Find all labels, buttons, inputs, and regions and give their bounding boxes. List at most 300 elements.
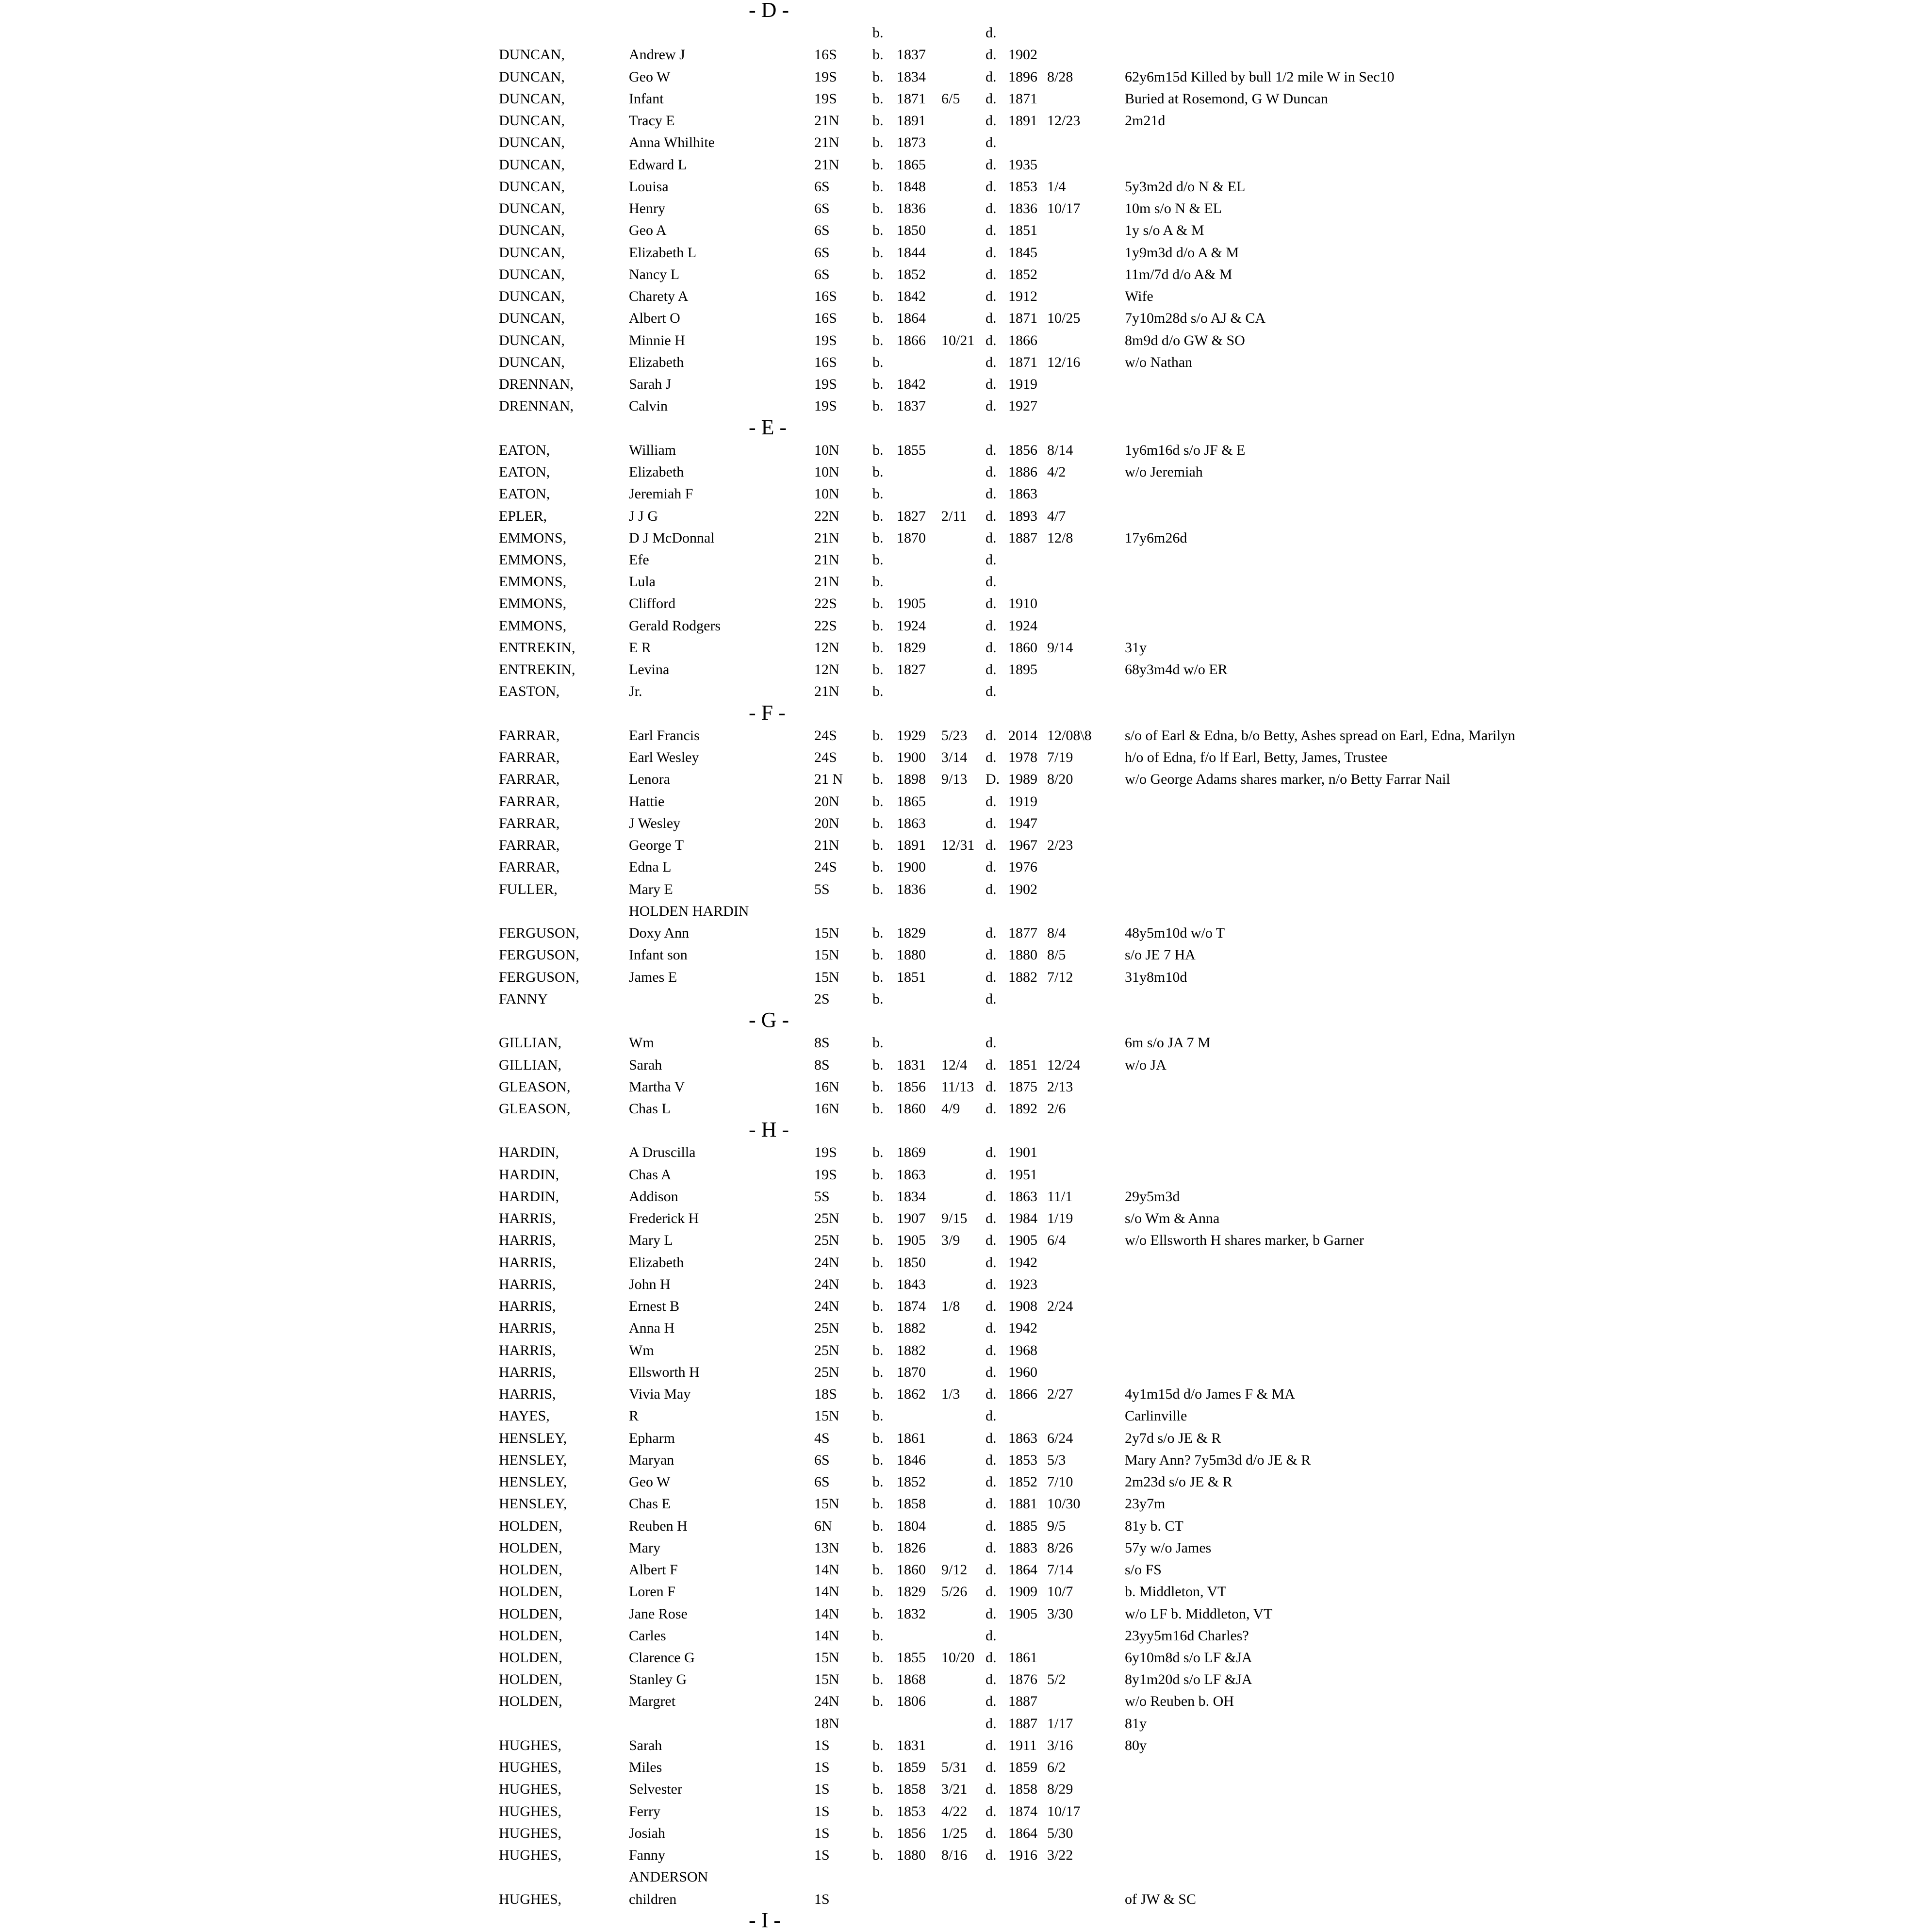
table-row: [0, 1734, 1906, 1757]
table-row: [0, 395, 1906, 417]
first-name-cell: R: [629, 1408, 639, 1424]
died-marker: d.: [986, 969, 997, 985]
died-marker: d.: [986, 1627, 997, 1644]
first-name-cell: Hattie: [629, 793, 665, 809]
table-row: [0, 483, 1906, 505]
table-row: [0, 1515, 1906, 1537]
death-year-cell: 1871: [1008, 90, 1037, 107]
birth-year-cell: 1831: [897, 1737, 926, 1753]
section-cell: 25N: [814, 1232, 839, 1249]
birth-date-cell: 1/8: [941, 1298, 960, 1315]
note-cell: h/o of Edna, f/o lf Earl, Betty, James, Trustee: [1125, 749, 1388, 766]
section-cell: 20N: [814, 793, 839, 809]
born-marker: b.: [872, 1342, 884, 1358]
born-marker: b.: [872, 1627, 884, 1644]
section-cell: 1S: [814, 1737, 830, 1753]
first-name-cell: Geo A: [629, 222, 667, 239]
note-cell: 62y6m15d Killed by bull 1/2 mile W in Sec10: [1125, 68, 1395, 85]
table-row: [0, 1625, 1906, 1647]
died-marker: d.: [986, 859, 997, 875]
section-cell: 15N: [814, 969, 839, 985]
note-cell: Mary Ann? 7y5m3d d/o JE & R: [1125, 1452, 1311, 1468]
birth-year-cell: 1860: [897, 1101, 926, 1117]
last-name-cell: HENSLEY,: [499, 1452, 567, 1468]
born-marker: b.: [872, 464, 884, 480]
note-cell: 57y w/o James: [1125, 1539, 1212, 1556]
first-name-cell: Louisa: [629, 178, 669, 195]
born-marker: b.: [872, 661, 884, 678]
first-name-cell: Chas L: [629, 1101, 671, 1117]
death-date-cell: 8/29: [1047, 1781, 1073, 1798]
death-date-cell: 6/2: [1047, 1759, 1066, 1776]
note-cell: w/o Nathan: [1125, 354, 1193, 370]
birth-year-cell: 1869: [897, 1144, 926, 1161]
table-row: [0, 219, 1906, 242]
birth-date-cell: 5/31: [941, 1759, 968, 1776]
section-cell: 14N: [814, 1627, 839, 1644]
note-cell: w/o LF b. Middleton, VT: [1125, 1605, 1273, 1622]
section-cell: 25N: [814, 1210, 839, 1227]
first-name-cell: Jeremiah F: [629, 486, 693, 502]
first-name-cell: Charety A: [629, 288, 689, 305]
last-name-cell: DUNCAN,: [499, 222, 565, 239]
table-row: [0, 1273, 1906, 1296]
section-cell: 24N: [814, 1254, 839, 1271]
first-name-cell: Ellsworth H: [629, 1364, 700, 1380]
first-name-cell: Ernest B: [629, 1298, 680, 1315]
last-name-cell: DUNCAN,: [499, 90, 565, 107]
first-name-cell: Ferry: [629, 1803, 660, 1819]
born-marker: b.: [872, 727, 884, 743]
table-row: [0, 1229, 1906, 1252]
died-marker: d.: [986, 1759, 997, 1776]
section-cell: 24N: [814, 1298, 839, 1315]
section-cell: 22N: [814, 508, 839, 524]
death-date-cell: 12/23: [1047, 113, 1081, 129]
died-marker: d.: [986, 244, 997, 261]
last-name-cell: FARRAR,: [499, 793, 560, 809]
table-row: [0, 1141, 1906, 1164]
birth-year-cell: 1900: [897, 859, 926, 875]
birth-year-cell: 1850: [897, 222, 926, 239]
first-name-cell: Chas E: [629, 1496, 671, 1512]
note-cell: Carlinville: [1125, 1408, 1187, 1424]
birth-year-cell: 1855: [897, 1650, 926, 1666]
birth-year-cell: 1907: [897, 1210, 926, 1227]
death-year-cell: 1882: [1008, 969, 1037, 985]
death-year-cell: 1905: [1008, 1232, 1037, 1249]
first-name-cell: Miles: [629, 1759, 662, 1776]
death-date-cell: 10/7: [1047, 1584, 1073, 1600]
table-row: [0, 1668, 1906, 1691]
death-year-cell: 1845: [1008, 244, 1037, 261]
born-marker: b.: [872, 925, 884, 941]
birth-year-cell: 1905: [897, 595, 926, 612]
first-name-cell: Maryan: [629, 1452, 674, 1468]
death-year-cell: 1853: [1008, 1452, 1037, 1468]
table-row: [0, 900, 1906, 923]
note-cell: 11m/7d d/o A& M: [1125, 266, 1232, 282]
first-name-cell: Fanny: [629, 1847, 665, 1864]
birth-year-cell: 1880: [897, 1847, 926, 1864]
last-name-cell: HOLDEN,: [499, 1605, 562, 1622]
birth-year-cell: 1891: [897, 113, 926, 129]
section-cell: 8S: [814, 1035, 830, 1051]
section-cell: 16N: [814, 1101, 839, 1117]
section-cell: 15N: [814, 925, 839, 941]
note-cell: 48y5m10d w/o T: [1125, 925, 1225, 941]
born-marker: b.: [872, 1101, 884, 1117]
section-cell: 16S: [814, 310, 837, 327]
born-marker: b.: [872, 486, 884, 502]
table-row: [0, 88, 1906, 110]
table-row: [0, 1405, 1906, 1427]
first-name-cell: Frederick H: [629, 1210, 699, 1227]
birth-year-cell: 1863: [897, 1166, 926, 1183]
died-marker: d.: [986, 1737, 997, 1753]
death-date-cell: 11/1: [1047, 1188, 1073, 1205]
died-marker: d.: [986, 1496, 997, 1512]
born-marker: b.: [872, 969, 884, 985]
birth-date-cell: 9/13: [941, 771, 968, 788]
birth-date-cell: 4/22: [941, 1803, 968, 1819]
died-marker: d.: [986, 529, 997, 546]
death-year-cell: 1960: [1008, 1364, 1037, 1380]
died-marker: d.: [986, 1825, 997, 1841]
death-date-cell: 12/24: [1047, 1057, 1081, 1073]
table-row: [0, 878, 1906, 901]
birth-date-cell: 12/31: [941, 837, 975, 854]
birth-year-cell: 1831: [897, 1057, 926, 1073]
born-marker: b.: [872, 947, 884, 963]
table-row: [0, 1098, 1906, 1120]
born-marker: b.: [872, 1386, 884, 1403]
last-name-cell: HUGHES,: [499, 1803, 562, 1819]
death-date-cell: 3/30: [1047, 1605, 1073, 1622]
death-date-cell: 5/30: [1047, 1825, 1073, 1841]
last-name-cell: HARRIS,: [499, 1364, 556, 1380]
section-cell: 13N: [814, 1539, 839, 1556]
first-name-cell: Wm: [629, 1342, 654, 1358]
death-date-cell: 10/30: [1047, 1496, 1081, 1512]
section-cell: 4S: [814, 1430, 830, 1446]
death-year-cell: 1864: [1008, 1562, 1037, 1578]
section-header: - G -: [749, 1008, 789, 1032]
first-name-cell: Henry: [629, 200, 665, 217]
born-marker: b.: [872, 1825, 884, 1841]
note-cell: 5y3m2d d/o N & EL: [1125, 178, 1246, 195]
table-row: [0, 461, 1906, 483]
born-marker: b.: [872, 222, 884, 239]
table-row: [0, 1844, 1906, 1866]
first-name-cell: Mary E: [629, 881, 673, 897]
first-name-cell: James E: [629, 969, 677, 985]
death-year-cell: 1871: [1008, 310, 1037, 327]
born-marker: b.: [872, 574, 884, 590]
death-date-cell: 4/2: [1047, 464, 1066, 480]
table-row: [0, 637, 1906, 659]
first-name-cell: Carles: [629, 1627, 666, 1644]
note-cell: 6m s/o JA 7 M: [1125, 1035, 1211, 1051]
born-marker: b.: [872, 1166, 884, 1183]
table-row: [0, 988, 1906, 1010]
birth-year-cell: 1880: [897, 947, 926, 963]
first-name-cell: Anna H: [629, 1320, 675, 1337]
table-row: [0, 1383, 1906, 1405]
death-year-cell: 1859: [1008, 1759, 1037, 1776]
last-name-cell: HOLDEN,: [499, 1518, 562, 1534]
born-marker: b.: [872, 1144, 884, 1161]
death-year-cell: 1902: [1008, 881, 1037, 897]
death-year-cell: 1866: [1008, 1386, 1037, 1403]
birth-year-cell: 1829: [897, 1584, 926, 1600]
first-name-cell: Levina: [629, 661, 670, 678]
died-marker: d.: [986, 1320, 997, 1337]
table-row: [0, 746, 1906, 769]
note-cell: 81y b. CT: [1125, 1518, 1183, 1534]
birth-date-cell: 8/16: [941, 1847, 968, 1864]
died-marker: d.: [986, 1562, 997, 1578]
first-name-cell: Edward L: [629, 156, 687, 173]
last-name-cell: DUNCAN,: [499, 47, 565, 63]
note-cell: s/o of Earl & Edna, b/o Betty, Ashes spread on Earl, Edna, Marilyn: [1125, 727, 1515, 743]
first-name-cell: ANDERSON: [629, 1869, 708, 1885]
first-name-cell: Infant son: [629, 947, 688, 963]
death-year-cell: 1887: [1008, 1715, 1037, 1732]
table-row: [0, 1559, 1906, 1581]
death-year-cell: 1877: [1008, 925, 1037, 941]
last-name-cell: HOLDEN,: [499, 1693, 562, 1710]
last-name-cell: EPLER,: [499, 508, 547, 524]
birth-year-cell: 1806: [897, 1693, 926, 1710]
born-marker: b.: [872, 793, 884, 809]
died-marker: d.: [986, 288, 997, 305]
died-marker: d.: [986, 1210, 997, 1227]
born-marker: b.: [872, 617, 884, 634]
first-name-cell: Geo W: [629, 68, 671, 85]
last-name-cell: DUNCAN,: [499, 134, 565, 151]
death-year-cell: 1923: [1008, 1276, 1037, 1292]
section-cell: 16S: [814, 47, 837, 63]
death-date-cell: 8/4: [1047, 925, 1066, 941]
section-header: - H -: [749, 1118, 789, 1142]
note-cell: s/o JE 7 HA: [1125, 947, 1196, 963]
table-row: [0, 22, 1906, 44]
first-name-cell: Addison: [629, 1188, 678, 1205]
section-cell: 22S: [814, 595, 837, 612]
first-name-cell: Elizabeth: [629, 354, 684, 370]
table-row: [0, 198, 1906, 220]
birth-year-cell: 1859: [897, 1759, 926, 1776]
birth-year-cell: 1858: [897, 1496, 926, 1512]
note-cell: 4y1m15d d/o James F & MA: [1125, 1386, 1295, 1403]
born-marker: b.: [872, 552, 884, 568]
first-name-cell: William: [629, 442, 676, 458]
section-cell: 19S: [814, 376, 837, 393]
last-name-cell: GILLIAN,: [499, 1035, 562, 1051]
born-marker: b.: [872, 354, 884, 370]
died-marker: d.: [986, 376, 997, 393]
birth-year-cell: 1852: [897, 266, 926, 282]
section-cell: 24N: [814, 1693, 839, 1710]
born-marker: b.: [872, 47, 884, 63]
note-cell: w/o Reuben b. OH: [1125, 1693, 1234, 1710]
first-name-cell: Vivia May: [629, 1386, 691, 1403]
birth-year-cell: 1929: [897, 727, 926, 743]
last-name-cell: FERGUSON,: [499, 969, 579, 985]
died-marker: d.: [986, 486, 997, 502]
birth-year-cell: 1864: [897, 310, 926, 327]
death-year-cell: 1989: [1008, 771, 1037, 788]
section-cell: 19S: [814, 398, 837, 414]
birth-year-cell: 1804: [897, 1518, 926, 1534]
last-name-cell: FARRAR,: [499, 749, 560, 766]
last-name-cell: FARRAR,: [499, 859, 560, 875]
death-year-cell: 1887: [1008, 1693, 1037, 1710]
last-name-cell: HARRIS,: [499, 1254, 556, 1271]
last-name-cell: EATON,: [499, 442, 550, 458]
section-cell: 15N: [814, 1496, 839, 1512]
death-date-cell: 8/5: [1047, 947, 1066, 963]
last-name-cell: EMMONS,: [499, 552, 567, 568]
section-cell: 15N: [814, 947, 839, 963]
section-cell: 20N: [814, 815, 839, 831]
born-marker: b.: [872, 442, 884, 458]
death-year-cell: 1852: [1008, 1474, 1037, 1490]
born-marker: b.: [872, 1364, 884, 1380]
last-name-cell: HOLDEN,: [499, 1627, 562, 1644]
last-name-cell: FERGUSON,: [499, 925, 579, 941]
death-year-cell: 1935: [1008, 156, 1037, 173]
born-marker: b.: [872, 1430, 884, 1446]
last-name-cell: HENSLEY,: [499, 1496, 567, 1512]
first-name-cell: Mary: [629, 1539, 660, 1556]
born-marker: b.: [872, 1408, 884, 1424]
section-cell: 24S: [814, 727, 837, 743]
table-row: [0, 307, 1906, 330]
section-cell: 19S: [814, 90, 837, 107]
born-marker: b.: [872, 376, 884, 393]
last-name-cell: HUGHES,: [499, 1825, 562, 1841]
section-cell: 6S: [814, 266, 830, 282]
last-name-cell: DUNCAN,: [499, 113, 565, 129]
last-name-cell: HOLDEN,: [499, 1539, 562, 1556]
death-year-cell: 1908: [1008, 1298, 1037, 1315]
first-name-cell: Nancy L: [629, 266, 680, 282]
death-year-cell: 1905: [1008, 1605, 1037, 1622]
birth-year-cell: 1891: [897, 837, 926, 854]
birth-year-cell: 1837: [897, 398, 926, 414]
death-year-cell: 1836: [1008, 200, 1037, 217]
died-marker: d.: [986, 310, 997, 327]
table-row: [0, 1756, 1906, 1779]
last-name-cell: EMMONS,: [499, 595, 567, 612]
last-name-cell: FARRAR,: [499, 771, 560, 788]
died-marker: d.: [986, 1057, 997, 1073]
table-row: [0, 176, 1906, 198]
section-cell: 14N: [814, 1562, 839, 1578]
death-year-cell: 1883: [1008, 1539, 1037, 1556]
born-marker: b.: [872, 1759, 884, 1776]
death-date-cell: 12/08\8: [1047, 727, 1092, 743]
born-marker: b.: [872, 398, 884, 414]
died-marker: d.: [986, 464, 997, 480]
table-row: [0, 1339, 1906, 1362]
died-marker: d.: [986, 837, 997, 854]
death-year-cell: 1978: [1008, 749, 1037, 766]
birth-year-cell: 1905: [897, 1232, 926, 1249]
died-marker: d.: [986, 200, 997, 217]
death-date-cell: 8/26: [1047, 1539, 1073, 1556]
first-name-cell: Albert F: [629, 1562, 678, 1578]
death-date-cell: 3/22: [1047, 1847, 1073, 1864]
section-cell: 18S: [814, 1386, 837, 1403]
death-year-cell: 1968: [1008, 1342, 1037, 1358]
table-row: [0, 1537, 1906, 1559]
last-name-cell: EATON,: [499, 464, 550, 480]
born-marker: b.: [872, 156, 884, 173]
first-name-cell: Martha V: [629, 1078, 685, 1095]
death-date-cell: 12/8: [1047, 529, 1073, 546]
note-cell: 1y9m3d d/o A & M: [1125, 244, 1239, 261]
birth-date-cell: 1/3: [941, 1386, 960, 1403]
section-cell: 6S: [814, 200, 830, 217]
section-cell: 1S: [814, 1803, 830, 1819]
last-name-cell: HARDIN,: [499, 1188, 559, 1205]
first-name-cell: Clarence G: [629, 1650, 695, 1666]
death-year-cell: 1893: [1008, 508, 1037, 524]
death-year-cell: 1916: [1008, 1847, 1037, 1864]
last-name-cell: DUNCAN,: [499, 266, 565, 282]
died-marker: d.: [986, 1430, 997, 1446]
death-year-cell: 1851: [1008, 222, 1037, 239]
table-row: [0, 1164, 1906, 1186]
death-date-cell: 1/17: [1047, 1715, 1073, 1732]
section-cell: 1S: [814, 1781, 830, 1798]
first-name-cell: A Druscilla: [629, 1144, 696, 1161]
section-cell: 6N: [814, 1518, 832, 1534]
born-marker: b.: [872, 266, 884, 282]
died-marker: d.: [986, 354, 997, 370]
birth-year-cell: 1924: [897, 617, 926, 634]
section-cell: 5S: [814, 1188, 830, 1205]
died-marker: d.: [986, 1693, 997, 1710]
section-cell: 8S: [814, 1057, 830, 1073]
birth-date-cell: 9/15: [941, 1210, 968, 1227]
born-marker: b.: [872, 1671, 884, 1688]
birth-year-cell: 1862: [897, 1386, 926, 1403]
death-year-cell: 1856: [1008, 442, 1037, 458]
death-date-cell: 2/23: [1047, 837, 1073, 854]
birth-year-cell: 1837: [897, 47, 926, 63]
note-cell: 29y5m3d: [1125, 1188, 1180, 1205]
table-row: [0, 1581, 1906, 1603]
last-name-cell: FANNY: [499, 991, 548, 1007]
birth-year-cell: 1832: [897, 1605, 926, 1622]
death-year-cell: 1924: [1008, 617, 1037, 634]
table-row: [0, 1888, 1906, 1911]
section-cell: 21N: [814, 113, 839, 129]
note-cell: 1y s/o A & M: [1125, 222, 1204, 239]
death-date-cell: 1/19: [1047, 1210, 1073, 1227]
death-year-cell: 1861: [1008, 1650, 1037, 1666]
last-name-cell: HUGHES,: [499, 1891, 562, 1907]
birth-year-cell: 1873: [897, 134, 926, 151]
section-cell: 25N: [814, 1320, 839, 1337]
section-cell: 6S: [814, 222, 830, 239]
table-row: [0, 154, 1906, 176]
death-date-cell: 5/3: [1047, 1452, 1066, 1468]
